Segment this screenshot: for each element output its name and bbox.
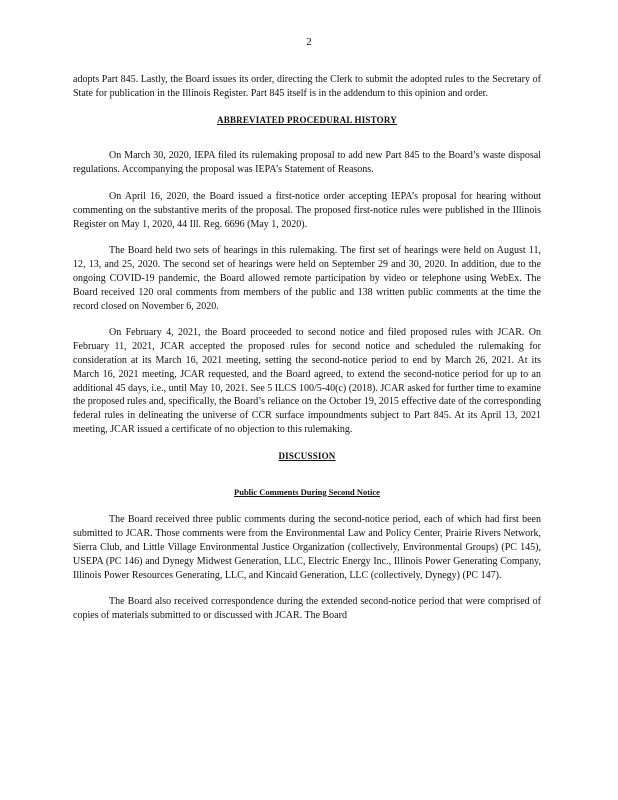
paragraph: On February 4, 2021, the Board proceeded to second notice and filed proposed rules with JCAR. On February 11, 2021, JCAR accepted the proposed rules for second notice and scheduled the rulemaking for consideration at its March 16, 2021 meeting, setting the second-notice period to end by March 26, 2021. At its March 16, 2021 meeting, JCAR requested, and the Board agreed, to extend the second-notice period for up to an additional 45 days, i.e., until May 10, 2021. See 5 ILCS 100/5-40(c) (2018). JCAR asked for further time to examine the proposed rules and, specifically, the Board’s reliance on the October 19, 2015 effective date of the corresponding federal rules in delineating the universe of CCR surface impoundments subject to Part 845. At its April 13, 2021 meeting, JCAR issued a certificate of no objection to this rulemaking. [73,327,541,435]
public-comments-subheading: Public Comments During Second Notice [234,486,380,497]
document-body [73,73,541,636]
paragraph: On March 30, 2020, IEPA filed its rulemaking proposal to add new Part 845 to the Board’s waste disposal regulations. Accompanying the proposal was IEPA’s Statement of Reasons. [73,150,541,176]
intro-paragraph: adopts Part 845. Lastly, the Board issues its order, directing the Clerk to submit the adopted rules to the Secretary of State for publication in the Illinois Register. Part 845 itself is in the addendum to this opinion and order. [73,74,541,99]
page-number: 2 [306,36,312,48]
paragraph: The Board received three public comments during the second-notice period, each of which had first been submitted to JCAR. Those comments were from the Environmental Law and Policy Center, Prairie Rivers Network, Sierra Club, and Little Village Environmental Justice Organization (collectively, Environmental Groups) (PC 145), USEPA (PC 146) and Dynegy Midwest Generation, LLC, Electric Energy Inc., Illinois Power Generating Company, Illinois Power Resources Generating, LLC, and Kincaid Generation, LLC (collectively, Dynegy) (PC 147). [73,514,541,581]
abbreviated-procedural-history-heading: ABBREVIATED PROCEDURAL HISTORY [217,114,397,125]
discussion-heading: DISCUSSION [278,450,336,461]
paragraph: The Board held two sets of hearings in this rulemaking. The first set of hearings were held on August 11, 12, 13, and 25, 2020. The second set of hearings were held on September 29 and 30, 2020. In addition, due to the ongoing COVID-19 pandemic, the Board allowed remote participation by video or telephone using WebEx. The Board received 120 oral comments from members of the public and 138 written public comments at the time the record closed on November 6, 2020. [73,245,541,312]
paragraph: The Board also received correspondence during the extended second-notice period that were comprised of copies of materials submitted to or discussed with JCAR. The Board [73,596,541,622]
paragraph: On April 16, 2020, the Board issued a first-notice order accepting IEPA’s proposal for hearing without commenting on the substantive merits of the proposal. The proposed first-notice rules were published in the Illinois Register on May 1, 2020, 44 Ill. Reg. 6696 (May 1, 2020). [73,190,541,230]
